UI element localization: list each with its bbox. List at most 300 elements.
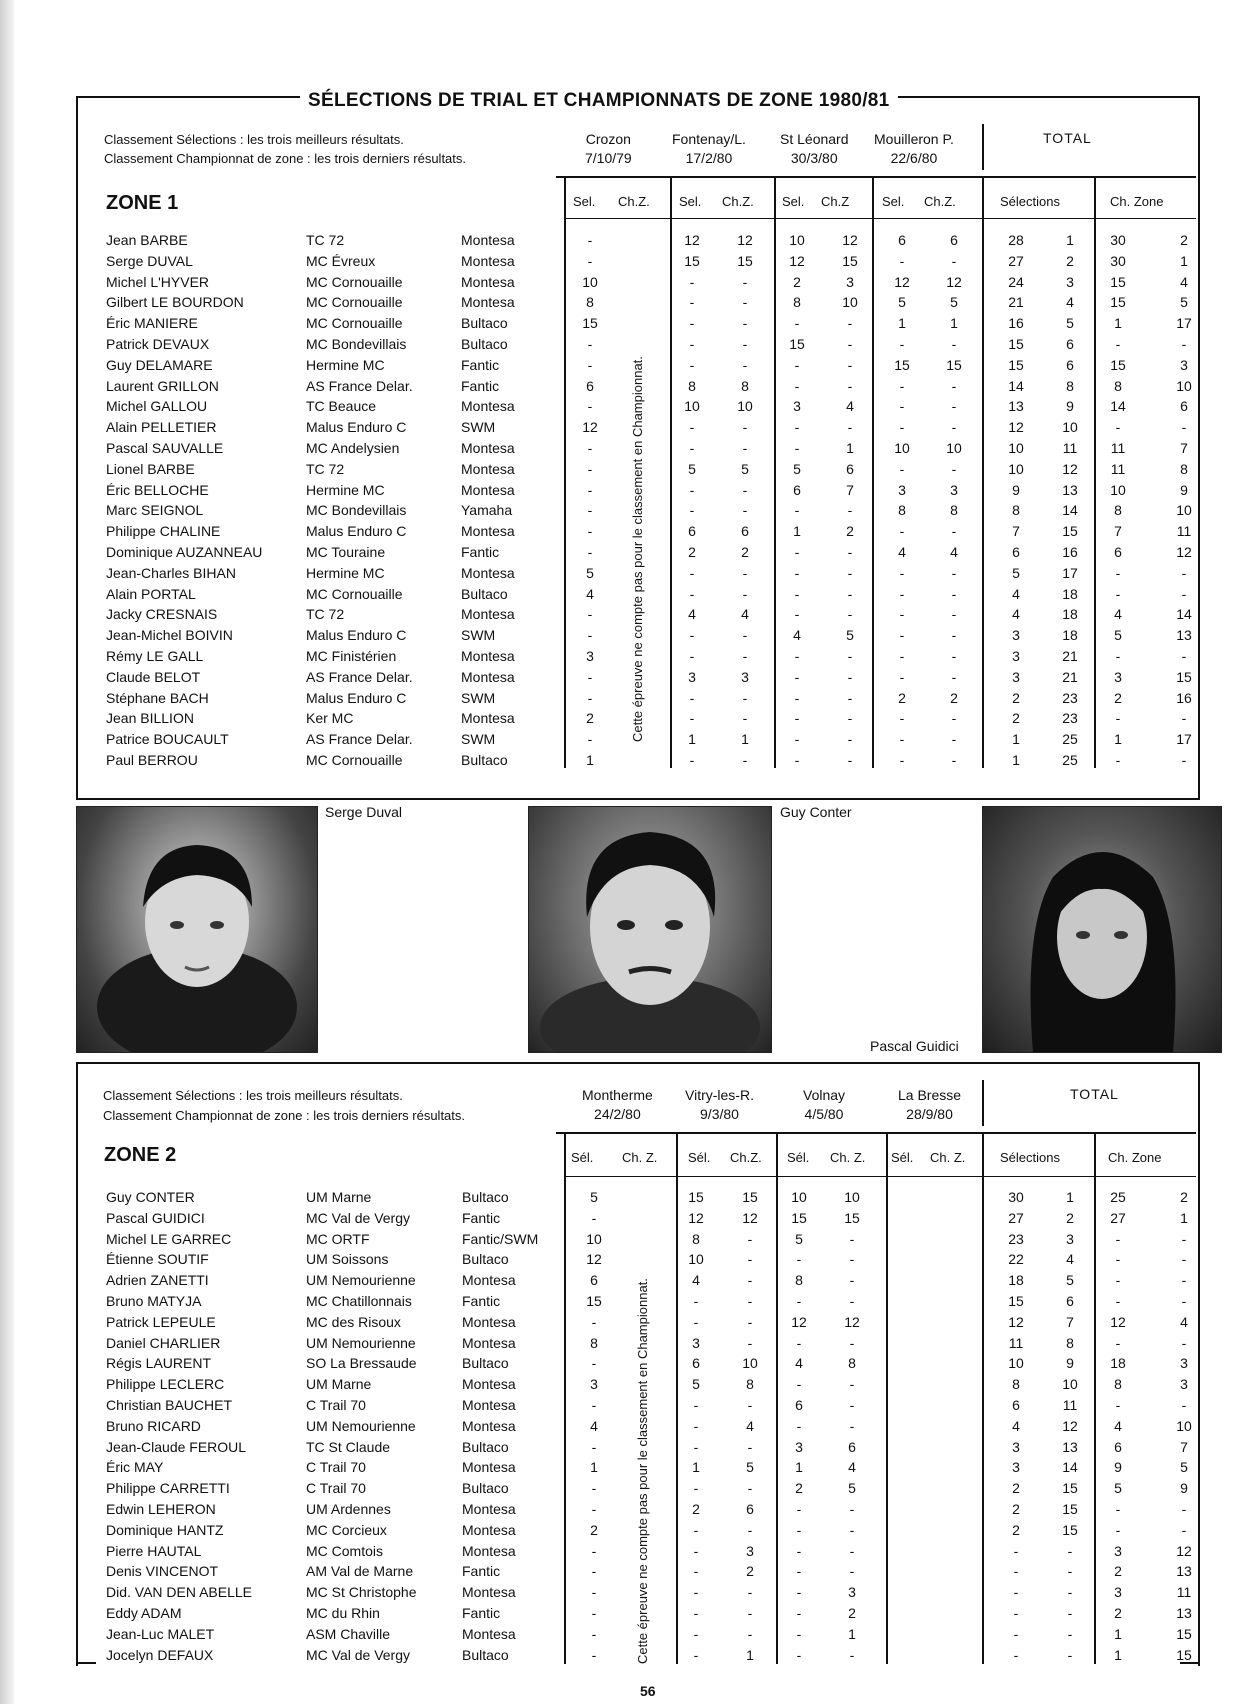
vitry-chz: 3 bbox=[746, 1542, 754, 1559]
total-selections-rank: 12 bbox=[1062, 460, 1078, 477]
club: Malus Enduro C bbox=[306, 627, 407, 644]
volnay-sel: - bbox=[796, 1334, 802, 1351]
table-row bbox=[0, 378, 1244, 398]
fontenay-chz: 3 bbox=[741, 668, 749, 685]
rider-name: Patrick DEVAUX bbox=[106, 336, 210, 352]
bike: Bultaco bbox=[461, 315, 508, 332]
total-selections-points: 24 bbox=[1008, 273, 1024, 290]
fontenay-sel: - bbox=[689, 689, 695, 706]
montherme-sel: 15 bbox=[586, 1293, 602, 1309]
rider-name: Pascal GUIDICI bbox=[106, 1209, 205, 1226]
rider-name: Régis LAURENT bbox=[106, 1355, 212, 1372]
vitry-chz: 8 bbox=[746, 1376, 754, 1393]
table-row bbox=[0, 523, 1244, 543]
table-row bbox=[0, 1501, 1244, 1521]
total-selections-rank: 18 bbox=[1062, 585, 1078, 602]
mouilleron-sel: 4 bbox=[898, 544, 906, 560]
total-chzone-points: - bbox=[1115, 1501, 1121, 1517]
club: MC St Christophe bbox=[306, 1584, 417, 1601]
mouilleron-sel: - bbox=[899, 252, 905, 269]
fontenay-sel: - bbox=[689, 419, 695, 436]
stleonard-sel: 5 bbox=[793, 460, 801, 477]
total-selections-rank: 2 bbox=[1066, 252, 1074, 269]
bike: Bultaco bbox=[461, 752, 508, 768]
vitry-sel: - bbox=[693, 1417, 699, 1434]
stleonard-sel: 4 bbox=[793, 627, 801, 644]
club: MC Cornouaille bbox=[306, 294, 403, 311]
rider-name: Edwin LEHERON bbox=[106, 1501, 216, 1517]
montherme-sel: - bbox=[591, 1563, 597, 1580]
volnay-sel: - bbox=[796, 1376, 802, 1393]
crozon-sel: - bbox=[587, 627, 593, 644]
mouilleron-sel: - bbox=[899, 606, 905, 623]
total-chzone-points: 14 bbox=[1110, 398, 1126, 415]
vitry-chz: 15 bbox=[742, 1189, 758, 1205]
total-selections-points: 15 bbox=[1008, 1293, 1024, 1309]
total-selections-rank: - bbox=[1067, 1542, 1073, 1559]
total-chzone-rank: 4 bbox=[1180, 1313, 1188, 1330]
crozon-sel: - bbox=[587, 252, 593, 269]
total-chzone-points: - bbox=[1115, 585, 1121, 602]
photo-pascal-guidici bbox=[982, 806, 1222, 1053]
mouilleron-chz: 2 bbox=[950, 689, 958, 706]
zone1-hdr-sel-4: Sel. bbox=[882, 194, 905, 209]
stleonard-sel: - bbox=[794, 585, 800, 602]
stleonard-sel: - bbox=[794, 689, 800, 706]
rider-name: Daniel CHARLIER bbox=[106, 1334, 221, 1351]
montherme-sel: - bbox=[591, 1605, 597, 1621]
volnay-chz: 5 bbox=[848, 1480, 856, 1497]
total-selections-points: 28 bbox=[1008, 232, 1024, 248]
vitry-chz: - bbox=[747, 1230, 753, 1247]
rider-name: Michel GALLOU bbox=[106, 398, 208, 415]
bike: SWM bbox=[461, 689, 496, 706]
total-selections-rank: - bbox=[1067, 1646, 1073, 1663]
volnay-chz: 8 bbox=[848, 1355, 856, 1372]
total-chzone-points: 3 bbox=[1114, 1584, 1122, 1601]
stleonard-chz: - bbox=[847, 544, 853, 560]
zone2-title: ZONE 2 bbox=[104, 1144, 177, 1166]
total-selections-points: 3 bbox=[1012, 1438, 1020, 1455]
page-number: 56 bbox=[640, 1683, 656, 1699]
total-chzone-points: 30 bbox=[1110, 252, 1126, 269]
total-selections-rank: 9 bbox=[1066, 398, 1074, 415]
fontenay-sel: - bbox=[689, 627, 695, 644]
table-row bbox=[0, 1293, 1244, 1313]
table-row bbox=[0, 710, 1244, 730]
fontenay-sel: - bbox=[689, 752, 695, 768]
total-selections-rank: 10 bbox=[1062, 419, 1078, 436]
montherme-sel: 12 bbox=[586, 1251, 602, 1268]
total-selections-points: 4 bbox=[1012, 606, 1020, 623]
total-chzone-rank: 15 bbox=[1176, 1646, 1192, 1663]
total-selections-points: - bbox=[1013, 1542, 1019, 1559]
club: AM Val de Marne bbox=[306, 1563, 414, 1580]
fontenay-sel: - bbox=[689, 585, 695, 602]
total-chzone-points: 1 bbox=[1114, 1625, 1122, 1642]
vitry-sel: 1 bbox=[692, 1459, 700, 1476]
crozon-sel: 1 bbox=[586, 752, 594, 768]
bike: Montesa bbox=[462, 1376, 516, 1393]
fontenay-chz: - bbox=[742, 564, 748, 581]
total-selections-points: 15 bbox=[1008, 336, 1024, 352]
bike: Fantic bbox=[462, 1563, 501, 1580]
total-selections-points: 4 bbox=[1012, 585, 1020, 602]
club: Hermine MC bbox=[306, 356, 385, 373]
stleonard-chz: - bbox=[847, 752, 853, 768]
rider-name: Laurent GRILLON bbox=[106, 377, 219, 394]
vitry-chz: 12 bbox=[742, 1209, 758, 1226]
table-row bbox=[0, 1605, 1244, 1625]
total-selections-points: 13 bbox=[1008, 398, 1024, 415]
club: MC Bondevillais bbox=[306, 502, 407, 519]
table-row bbox=[0, 1418, 1244, 1438]
vitry-chz: - bbox=[747, 1625, 753, 1642]
event-date: 22/6/80 bbox=[890, 150, 938, 166]
zone1-total-label: TOTAL bbox=[1043, 130, 1092, 146]
stleonard-sel: - bbox=[794, 564, 800, 581]
rider-name: Jean-Michel BOIVIN bbox=[106, 627, 233, 644]
club: MC Évreux bbox=[306, 252, 376, 269]
event-name: Mouilleron P. bbox=[874, 131, 954, 147]
fontenay-chz: 1 bbox=[741, 731, 749, 748]
total-chzone-rank: - bbox=[1181, 648, 1187, 664]
mouilleron-sel: 2 bbox=[898, 689, 906, 706]
total-chzone-rank: - bbox=[1181, 1251, 1187, 1268]
montherme-sel: 4 bbox=[590, 1417, 598, 1434]
fontenay-sel: 2 bbox=[688, 544, 696, 560]
fontenay-chz: 8 bbox=[741, 377, 749, 394]
total-chzone-rank: 3 bbox=[1180, 1355, 1188, 1372]
fontenay-chz: 12 bbox=[737, 232, 753, 248]
rider-name: Patrice BOUCAULT bbox=[106, 731, 229, 748]
total-selections-points: 8 bbox=[1012, 1376, 1020, 1393]
stleonard-chz: 1 bbox=[846, 440, 854, 456]
table-row bbox=[0, 1480, 1244, 1500]
volnay-sel: 5 bbox=[795, 1230, 803, 1247]
zone2-hdr-sel-2: Sél. bbox=[688, 1150, 711, 1165]
total-selections-points: 6 bbox=[1012, 1397, 1020, 1413]
total-chzone-rank: 13 bbox=[1176, 1605, 1192, 1621]
rider-name: Claude BELOT bbox=[106, 668, 201, 685]
total-selections-points: 16 bbox=[1008, 315, 1024, 332]
table-row bbox=[0, 482, 1244, 502]
fontenay-chz: - bbox=[742, 440, 748, 456]
club: MC Chatillonnais bbox=[306, 1293, 412, 1309]
total-selections-points: 10 bbox=[1008, 1355, 1024, 1372]
total-chzone-points: - bbox=[1115, 1521, 1121, 1538]
total-chzone-points: 18 bbox=[1110, 1355, 1126, 1372]
zone2-total-label: TOTAL bbox=[1070, 1086, 1119, 1102]
crozon-sel: 10 bbox=[582, 273, 598, 290]
total-chzone-points: 1 bbox=[1114, 731, 1122, 748]
vitry-chz: 4 bbox=[746, 1417, 754, 1434]
volnay-sel: 1 bbox=[795, 1459, 803, 1476]
crozon-sel: - bbox=[587, 731, 593, 748]
mouilleron-sel: - bbox=[899, 398, 905, 415]
total-selections-points: - bbox=[1013, 1625, 1019, 1642]
total-selections-rank: 5 bbox=[1066, 315, 1074, 332]
crozon-sel: 8 bbox=[586, 294, 594, 311]
bike: Fantic bbox=[461, 377, 500, 394]
bike: Fantic bbox=[461, 544, 500, 560]
club: Hermine MC bbox=[306, 481, 385, 498]
bike: Fantic bbox=[462, 1605, 501, 1621]
montherme-sel: - bbox=[591, 1313, 597, 1330]
club: Hermine MC bbox=[306, 564, 385, 581]
bike: Yamaha bbox=[461, 502, 513, 519]
volnay-sel: 15 bbox=[791, 1209, 807, 1226]
fontenay-chz: - bbox=[742, 273, 748, 290]
total-selections-points: 30 bbox=[1008, 1189, 1024, 1205]
club: MC Corcieux bbox=[306, 1521, 387, 1538]
volnay-chz: - bbox=[849, 1397, 855, 1413]
vitry-sel: - bbox=[693, 1438, 699, 1455]
zone1-hdr-chz-4: Ch.Z. bbox=[924, 194, 956, 209]
club: MC Cornouaille bbox=[306, 752, 403, 768]
rider-name: Gilbert LE BOURDON bbox=[106, 294, 244, 311]
total-selections-rank: 3 bbox=[1066, 273, 1074, 290]
fontenay-chz: - bbox=[742, 627, 748, 644]
table-row bbox=[0, 440, 1244, 460]
total-chzone-points: - bbox=[1115, 1251, 1121, 1268]
club: MC Touraine bbox=[306, 544, 386, 560]
crozon-sel: - bbox=[587, 460, 593, 477]
mouilleron-sel: 12 bbox=[894, 273, 910, 290]
rider-name: Marc SEIGNOL bbox=[106, 502, 204, 519]
bike: Montesa bbox=[461, 606, 515, 623]
table-row bbox=[0, 731, 1244, 751]
total-chzone-rank: 15 bbox=[1176, 668, 1192, 685]
total-selections-rank: 21 bbox=[1062, 648, 1078, 664]
mouilleron-chz: - bbox=[951, 377, 957, 394]
zone2-rule-selections: Classement Sélections : les trois meilleurs résultats. bbox=[103, 1088, 403, 1103]
crozon-sel: 12 bbox=[582, 419, 598, 436]
photo-serge-duval bbox=[76, 806, 318, 1053]
caption-serge-duval: Serge Duval bbox=[325, 804, 403, 820]
total-chzone-points: 5 bbox=[1114, 627, 1122, 644]
total-selections-rank: 3 bbox=[1066, 1230, 1074, 1247]
club: Malus Enduro C bbox=[306, 523, 407, 540]
bike: Fantic bbox=[462, 1293, 501, 1309]
mouilleron-chz: - bbox=[951, 564, 957, 581]
bike: Bultaco bbox=[462, 1189, 509, 1205]
stleonard-chz: 5 bbox=[846, 627, 854, 644]
total-selections-points: 8 bbox=[1012, 502, 1020, 519]
event-name: Montherme bbox=[582, 1087, 653, 1103]
fontenay-sel: - bbox=[689, 336, 695, 352]
zone1-event-3 bbox=[780, 130, 849, 168]
total-selections-rank: 4 bbox=[1066, 1251, 1074, 1268]
club: UM Nemourienne bbox=[306, 1334, 416, 1351]
club: UM Marne bbox=[306, 1376, 372, 1393]
total-selections-points: 1 bbox=[1012, 731, 1020, 748]
total-selections-rank: - bbox=[1067, 1563, 1073, 1580]
volnay-sel: - bbox=[796, 1542, 802, 1559]
stleonard-sel: - bbox=[794, 752, 800, 768]
event-name: Crozon bbox=[585, 131, 631, 147]
rider-name: Pierre HAUTAL bbox=[106, 1542, 202, 1559]
volnay-sel: 4 bbox=[795, 1355, 803, 1372]
fontenay-chz: 6 bbox=[741, 523, 749, 540]
zone1-title: ZONE 1 bbox=[106, 192, 179, 214]
montherme-sel: 6 bbox=[590, 1272, 598, 1289]
zone2-hdr-sel-1: Sél. bbox=[571, 1150, 594, 1165]
vitry-chz: 2 bbox=[746, 1563, 754, 1580]
fontenay-sel: - bbox=[689, 356, 695, 373]
total-selections-rank: 13 bbox=[1062, 1438, 1078, 1455]
total-chzone-rank: 10 bbox=[1176, 377, 1192, 394]
crozon-sel: 5 bbox=[586, 564, 594, 581]
rider-name: Paul BERROU bbox=[106, 752, 198, 768]
table-row bbox=[0, 1251, 1244, 1271]
total-chzone-points: - bbox=[1115, 1293, 1121, 1309]
volnay-sel: - bbox=[796, 1521, 802, 1538]
total-selections-rank: 2 bbox=[1066, 1209, 1074, 1226]
club: TC 72 bbox=[306, 460, 345, 477]
total-selections-rank: 1 bbox=[1066, 1189, 1074, 1205]
total-selections-rank: 8 bbox=[1066, 1334, 1074, 1351]
bike: Montesa bbox=[461, 273, 515, 290]
mouilleron-chz: 10 bbox=[946, 440, 962, 456]
club: Malus Enduro C bbox=[306, 689, 407, 706]
zone2-event-4 bbox=[898, 1086, 961, 1124]
volnay-chz: 12 bbox=[844, 1313, 860, 1330]
montherme-sel: 5 bbox=[590, 1189, 598, 1205]
event-date: 17/2/80 bbox=[685, 150, 733, 166]
vitry-sel: - bbox=[693, 1646, 699, 1663]
fontenay-chz: - bbox=[742, 502, 748, 519]
fontenay-chz: 2 bbox=[741, 544, 749, 560]
rider-name: Jean BILLION bbox=[106, 710, 194, 727]
volnay-sel: - bbox=[796, 1646, 802, 1663]
total-chzone-rank: - bbox=[1181, 1397, 1187, 1413]
mouilleron-chz: 6 bbox=[950, 232, 958, 248]
total-chzone-rank: 1 bbox=[1180, 252, 1188, 269]
total-selections-rank: 23 bbox=[1062, 710, 1078, 727]
fontenay-chz: - bbox=[742, 752, 748, 768]
montherme-sel: 10 bbox=[586, 1230, 602, 1247]
volnay-chz: - bbox=[849, 1563, 855, 1580]
table-row bbox=[0, 1543, 1244, 1563]
stleonard-sel: - bbox=[794, 648, 800, 664]
table-row bbox=[0, 690, 1244, 710]
volnay-sel: - bbox=[796, 1625, 802, 1642]
stleonard-chz: - bbox=[847, 356, 853, 373]
bike: Montesa bbox=[461, 232, 515, 248]
mouilleron-sel: - bbox=[899, 627, 905, 644]
mouilleron-sel: - bbox=[899, 668, 905, 685]
total-selections-rank: 14 bbox=[1062, 1459, 1078, 1476]
total-selections-rank: - bbox=[1067, 1605, 1073, 1621]
event-date: 9/3/80 bbox=[700, 1106, 739, 1122]
zone2-hdr-chz-1: Ch. Z. bbox=[622, 1150, 658, 1165]
montherme-sel: - bbox=[591, 1625, 597, 1642]
total-chzone-points: - bbox=[1115, 1397, 1121, 1413]
total-chzone-points: - bbox=[1115, 1272, 1121, 1289]
table-row bbox=[0, 1272, 1244, 1292]
total-chzone-rank: - bbox=[1181, 1293, 1187, 1309]
club: AS France Delar. bbox=[306, 731, 413, 748]
volnay-sel: 2 bbox=[795, 1480, 803, 1497]
table-row bbox=[0, 1355, 1244, 1375]
zone2-hdr-selections: Sélections bbox=[1000, 1150, 1060, 1165]
total-chzone-points: 6 bbox=[1114, 1438, 1122, 1455]
volnay-chz: 2 bbox=[848, 1605, 856, 1621]
vitry-chz: - bbox=[747, 1584, 753, 1601]
total-selections-rank: 23 bbox=[1062, 689, 1078, 706]
rider-name: Michel L'HYVER bbox=[106, 273, 210, 290]
rider-name: Michel LE GARREC bbox=[106, 1230, 232, 1247]
table-row bbox=[0, 627, 1244, 647]
volnay-chz: 4 bbox=[848, 1459, 856, 1476]
page-title: SÉLECTIONS DE TRIAL ET CHAMPIONNATS DE ZONE 1980/81 bbox=[300, 90, 898, 112]
total-selections-points: 15 bbox=[1008, 356, 1024, 373]
total-chzone-points: 6 bbox=[1114, 544, 1122, 560]
total-chzone-points: 15 bbox=[1110, 356, 1126, 373]
table-row bbox=[0, 1335, 1244, 1355]
total-chzone-points: 8 bbox=[1114, 1376, 1122, 1393]
total-chzone-points: 3 bbox=[1114, 668, 1122, 685]
club: Ker MC bbox=[306, 710, 354, 727]
crozon-sel: - bbox=[587, 606, 593, 623]
rider-name: Jean-Luc MALET bbox=[106, 1625, 215, 1642]
table-row bbox=[0, 274, 1244, 294]
total-selections-points: 27 bbox=[1008, 1209, 1024, 1226]
vitry-chz: 6 bbox=[746, 1501, 754, 1517]
total-chzone-rank: - bbox=[1181, 1272, 1187, 1289]
caption-guy-conter: Guy Conter bbox=[780, 804, 852, 820]
club: TC Beauce bbox=[306, 398, 377, 415]
zone2-hdr-chz-3: Ch. Z. bbox=[830, 1150, 866, 1165]
total-chzone-rank: 9 bbox=[1180, 481, 1188, 498]
fontenay-chz: - bbox=[742, 315, 748, 332]
total-chzone-points: 10 bbox=[1110, 481, 1126, 498]
total-selections-points: - bbox=[1013, 1605, 1019, 1621]
total-selections-rank: 13 bbox=[1062, 481, 1078, 498]
stleonard-sel: - bbox=[794, 544, 800, 560]
mouilleron-chz: 3 bbox=[950, 481, 958, 498]
stleonard-sel: 12 bbox=[789, 252, 805, 269]
total-chzone-rank: 15 bbox=[1176, 1625, 1192, 1642]
vitry-sel: - bbox=[693, 1397, 699, 1413]
club: AS France Delar. bbox=[306, 377, 413, 394]
crozon-sel: - bbox=[587, 398, 593, 415]
vitry-sel: 3 bbox=[692, 1334, 700, 1351]
zone2-vertical-note: Cette épreuve ne compte pas pour le classement en Championnat. bbox=[635, 1278, 650, 1664]
fontenay-sel: 12 bbox=[684, 232, 700, 248]
total-selections-points: 2 bbox=[1012, 1480, 1020, 1497]
table-row bbox=[0, 502, 1244, 522]
total-selections-rank: 6 bbox=[1066, 336, 1074, 352]
stleonard-chz: - bbox=[847, 606, 853, 623]
mouilleron-sel: - bbox=[899, 564, 905, 581]
stleonard-chz: - bbox=[847, 648, 853, 664]
total-chzone-points: 2 bbox=[1114, 689, 1122, 706]
total-chzone-rank: 9 bbox=[1180, 1480, 1188, 1497]
stleonard-sel: 10 bbox=[789, 232, 805, 248]
total-selections-points: 2 bbox=[1012, 689, 1020, 706]
rider-name: Denis VINCENOT bbox=[106, 1563, 219, 1580]
stleonard-chz: - bbox=[847, 336, 853, 352]
caption-pascal-guidici: Pascal Guidici bbox=[870, 1038, 959, 1054]
rider-name: Jean BARBE bbox=[106, 232, 188, 248]
rider-name: Adrien ZANETTI bbox=[106, 1272, 209, 1289]
total-chzone-points: - bbox=[1115, 648, 1121, 664]
zone2-event-3 bbox=[803, 1086, 845, 1124]
fontenay-sel: - bbox=[689, 564, 695, 581]
zone2-event-2 bbox=[685, 1086, 754, 1124]
